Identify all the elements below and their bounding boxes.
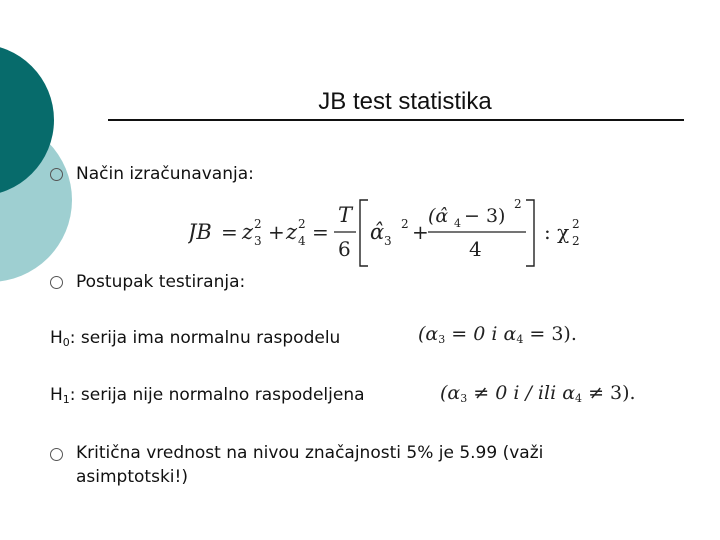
formula-z3: z	[242, 220, 254, 244]
formula-alpha4-sub: 4	[454, 217, 461, 230]
h1-sub: 1	[62, 393, 70, 406]
formula-z3-sup: 2	[254, 217, 262, 231]
formula-alpha3: α̂	[370, 220, 385, 244]
formula-dist: : χ	[544, 220, 570, 244]
decorative-circles	[0, 0, 90, 300]
formula-alpha3-sub: 3	[384, 234, 392, 248]
h1-neq: ≠ 0 i / ili α	[467, 382, 576, 404]
h1-open: (α	[440, 382, 461, 404]
bullet-circle-icon	[50, 168, 63, 181]
formula-six: 6	[338, 237, 351, 261]
h0-sub: 0	[62, 336, 70, 349]
h0-text: : serija ima normalnu raspodelu	[69, 328, 341, 348]
formula-minus3: − 3)	[464, 205, 506, 227]
jb-formula	[188, 196, 588, 272]
h1-close: ≠ 3).	[582, 382, 636, 404]
h0-open: (α	[418, 323, 439, 345]
formula-eq2: =	[312, 220, 329, 244]
formula-z4-sub: 4	[298, 234, 306, 248]
formula-alpha3-sup: 2	[401, 217, 409, 231]
formula-plus2: +	[412, 220, 429, 244]
bullet-critical-value	[76, 441, 543, 489]
h0-letter: H	[50, 328, 63, 348]
formula-eq1: =	[221, 220, 238, 244]
h0-a3: 3	[438, 333, 446, 346]
h1-a4: 4	[575, 392, 583, 405]
critical-value-line2: asimptotski!)	[76, 467, 188, 487]
h1-condition	[440, 382, 636, 405]
bullet-circle-icon	[50, 448, 63, 461]
formula-plus1: +	[268, 220, 285, 244]
formula-lhs: JB	[188, 220, 212, 244]
bullet-testing: Postupak testiranja:	[76, 272, 246, 292]
bullet-circle-icon	[50, 276, 63, 289]
bullet-calculation: Način izračunavanja:	[76, 164, 254, 184]
formula-four: 4	[469, 237, 482, 261]
h1-letter: H	[50, 385, 63, 405]
jb-formula-svg	[188, 196, 588, 268]
h0-eq: = 0 i α	[445, 323, 517, 345]
slide-title: JB test statistika	[318, 88, 492, 115]
hypothesis-h1	[50, 385, 365, 406]
formula-T: T	[338, 203, 353, 227]
h0-a4: 4	[516, 333, 524, 346]
title-underline	[108, 119, 684, 121]
formula-z4: z	[286, 220, 298, 244]
formula-dist-sup: 2	[572, 217, 580, 231]
h1-a3: 3	[460, 392, 468, 405]
h0-close: = 3).	[523, 323, 577, 345]
h1-text: : serija nije normalno raspodeljena	[69, 385, 365, 405]
formula-bracket-right	[526, 200, 534, 266]
h0-condition	[418, 323, 577, 346]
formula-bracket-left	[360, 200, 368, 266]
formula-num-sup: 2	[514, 197, 522, 211]
formula-dist-sub: 2	[572, 234, 580, 248]
formula-alpha4-num: (α̂	[428, 205, 449, 227]
hypothesis-h0	[50, 328, 340, 349]
formula-z3-sub: 3	[254, 234, 262, 248]
formula-z4-sup: 2	[298, 217, 306, 231]
critical-value-line1: Kritična vrednost na nivou značajnosti 5% je 5.99 (važi	[76, 443, 544, 463]
